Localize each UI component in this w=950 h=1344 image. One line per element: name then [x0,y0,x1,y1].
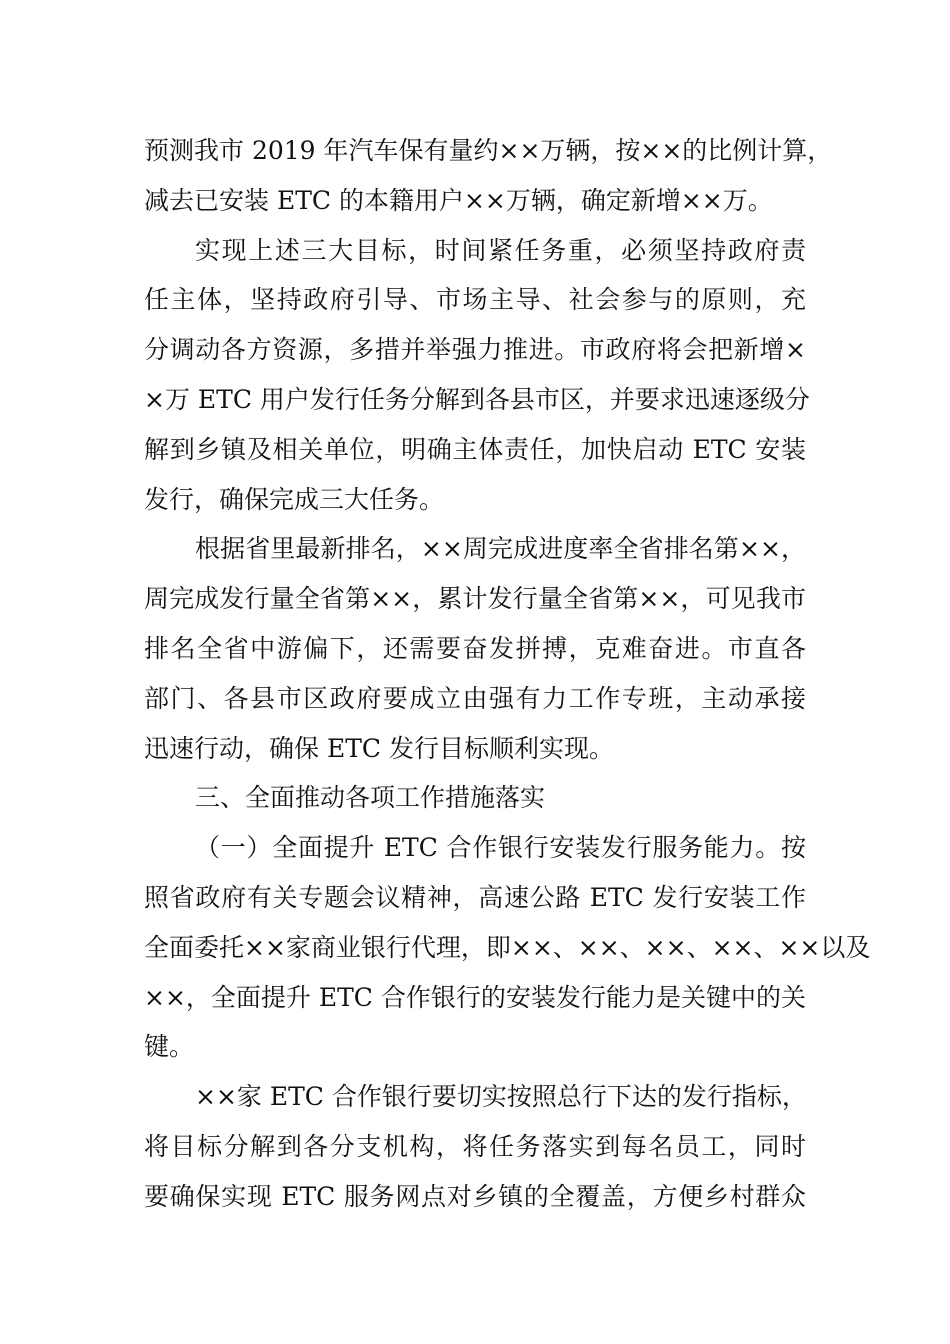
text-line: 将目标分解到各分支机构，将任务落实到每名员工，同时 [144,1131,806,1161]
text-line: ×万 ETC 用户发行任务分解到各县市区，并要求迅速逐级分 [144,384,810,414]
text-line: 预测我市 2019 年汽车保有量约××万辆，按××的比例计算， [144,136,833,165]
text-line: 键。 [144,1032,195,1062]
text-line: 要确保实现 ETC 服务网点对乡镇的全覆盖，方便乡村群众 [144,1181,806,1211]
text-line: 照省政府有关专题会议精神，高速公路 ETC 发行安装工作 [144,882,806,912]
text-line: 全面委托××家商业银行代理，即××、××、××、××、××以及 [144,932,871,962]
text-line: 迅速行动，确保 ETC 发行目标顺利实现。 [144,733,614,763]
text-line: （一）全面提升 ETC 合作银行安装发行服务能力。按 [195,833,806,863]
text-line: 解到乡镇及相关单位，明确主体责任，加快启动 ETC 安装 [144,434,806,464]
text-line: 任主体，坚持政府引导、市场主导、社会参与的原则，充 [144,285,806,315]
text-line: 减去已安装 ETC 的本籍用户××万辆，确定新增××万。 [144,185,773,215]
document-body [144,126,871,1222]
text-line: 部门、各县市区政府要成立由强有力工作专班，主动承接 [144,683,806,713]
text-line: 发行，确保完成三大任务。 [144,484,445,514]
text-line: 排名全省中游偏下，还需要奋发拼搏，克难奋进。市直各 [144,633,806,663]
text-line: 实现上述三大目标，时间紧任务重，必须坚持政府责 [195,235,806,265]
text-line: 周完成发行量全省第××，累计发行量全省第××，可见我市 [144,584,806,614]
text-line: ××家 ETC 合作银行要切实按照总行下达的发行指标， [195,1082,807,1112]
text-line: 分调动各方资源，多措并举强力推进。市政府将会把新增× [144,335,806,365]
text-line: 三、全面推动各项工作措施落实 [195,783,546,813]
text-line: ××，全面提升 ETC 合作银行的安装发行能力是关键中的关 [144,982,806,1012]
text-line: 根据省里最新排名，××周完成进度率全省排名第××， [195,534,806,564]
